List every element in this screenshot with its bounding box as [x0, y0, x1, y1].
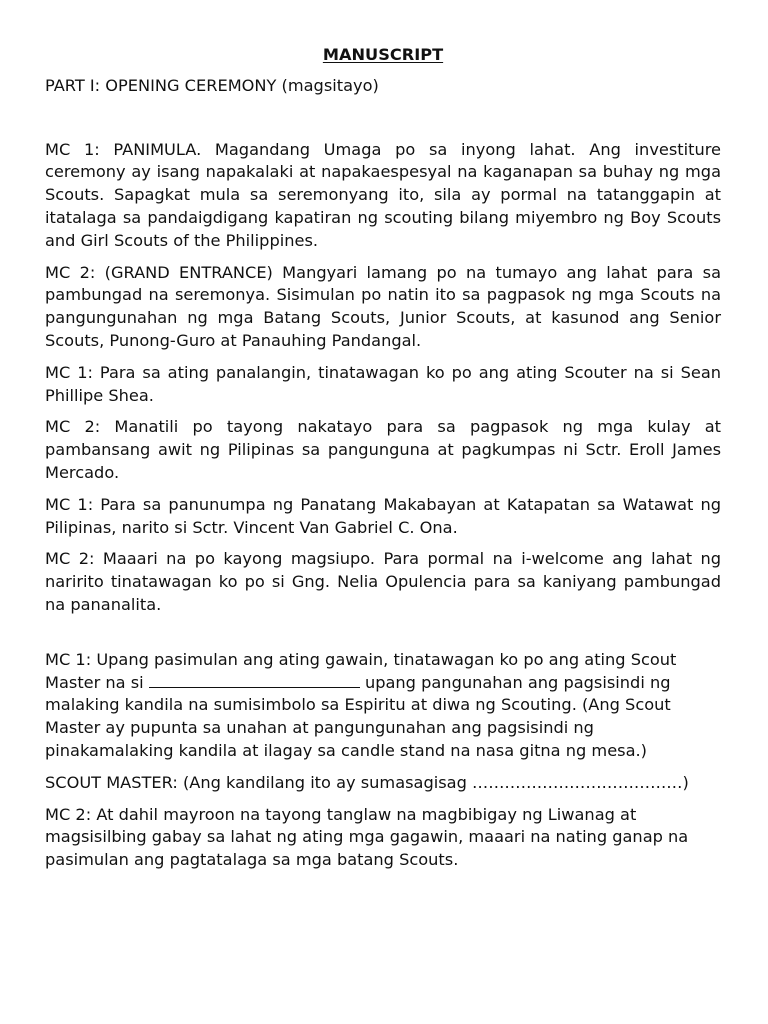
name-blank-line — [149, 673, 360, 688]
paragraph-panunumpa: MC 1: Para sa panunumpa ng Panatang Makabayan at Katapatan sa Watawat ng Pilipinas, narito si Sctr. Vincent Van Gabriel C. Ona. — [45, 494, 721, 537]
document-title: MANUSCRIPT — [322, 45, 444, 64]
scout-master-call-text-start: MC 1: Upang pasimulan ang ating gawain, tinatawagan ko po ang ating Scout Master na si — [45, 649, 677, 692]
paragraph-closing: MC 2: At dahil mayroon na tayong tanglaw na magbibigay ng Liwanag at magsisilbing gabay sa lahat ng ating mga gagawin, maaari na nating ganap na pasimulan ang pagtatalaga sa mga batang Scouts. — [45, 804, 689, 870]
paragraph-welcome: MC 2: Maaari na po kayong magsiupo. Para pormal na i-welcome ang lahat ng naririto tinatawagan ko po si Gng. Nelia Opulencia para sa kaniyang pambungad na pananalita. — [45, 549, 721, 614]
scout-master-line: SCOUT MASTER: (Ang kandilang ito ay sumasagisag …………………………………) — [45, 772, 689, 792]
paragraph-panalangin: MC 1: Para sa ating panalangin, tinatawagan ko po ang ating Scouter na si Sean Phillipe Shea. — [45, 362, 721, 405]
paragraph-panimula: MC 1: PANIMULA. Magandang Umaga po sa inyong lahat. Ang investiture ceremony ay isang napakalaki at napakaespesyal na kaganapan sa buhay ng mga Scouts. Sapagkat mula sa seremonyang ito, sila ay pormal na tatanggapin at itatalaga sa pandaigdigang kapatiran ng scouting bilang miyembro ng Boy Scouts and Girl Scouts of the Philippines. — [45, 139, 721, 250]
paragraph-scout-master-call — [45, 649, 721, 763]
manuscript-page — [45, 44, 721, 881]
part-heading: PART I: OPENING CEREMONY (magsitayo) — [45, 75, 379, 95]
paragraph-grand-entrance: MC 2: (GRAND ENTRANCE) Mangyari lamang po na tumayo ang lahat para sa pambungad na seremonya. Sisimulan po natin ito sa pagpasok ng mga Scouts na pangungunahan ng mga Batang Scouts, Junior Scouts, at kasunod ang Senior Scouts, Punong-Guro at Panauhing Pandangal. — [45, 262, 721, 350]
scout-master-call-text-end: upang pangunahan ang pagsisindi ng malaking kandila na sumisimbolo sa Espiritu at diwa ng Scouting. (Ang Scout Master ay pupunta sa unahan at pangungunahan ang pagsisindi ng pinakamalaking kandila at ilagay sa candle stand na nasa gitna ng mesa.) — [45, 672, 671, 760]
paragraph-pagpasok-kulay: MC 2: Manatili po tayong nakatayo para sa pagpasok ng mga kulay at pambansang awit ng Pilipinas sa pangunguna at pagkumpas ni Sctr. Eroll James Mercado. — [45, 417, 721, 482]
